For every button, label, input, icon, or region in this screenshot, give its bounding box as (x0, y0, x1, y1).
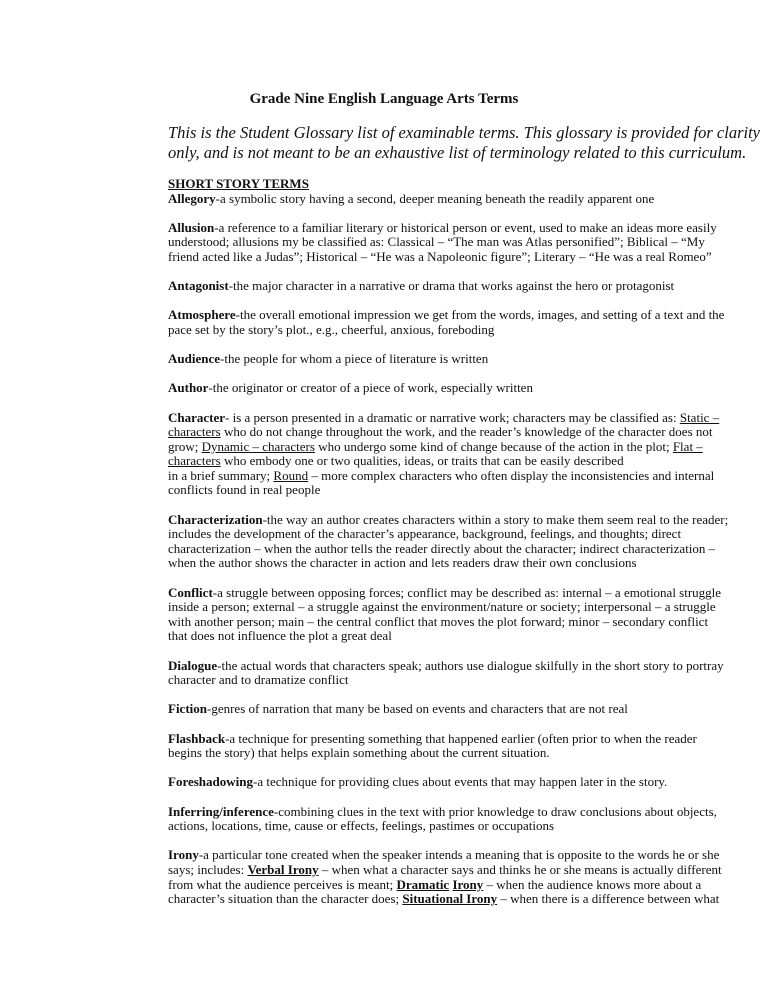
entry-line (168, 600, 748, 615)
entry-term: Dialogue (168, 657, 218, 673)
entry-text: who embody one or two qualities, ideas, or traits that can be easily described (220, 453, 624, 469)
entry-text: character’s situation than the character does; (168, 891, 403, 907)
entry-text: that does not influence the plot a great deal (168, 628, 392, 644)
emphasized-text: Dramatic (396, 876, 450, 892)
entry-text: in a brief summary; (168, 467, 274, 483)
entry-term: Irony (168, 847, 199, 863)
entry-text: – when there is a difference between what (497, 891, 720, 907)
entry-text: -a technique for presenting something that happened earlier (often prior to when the reader (225, 730, 697, 746)
glossary-entry (168, 221, 748, 265)
emphasized-text: Round (273, 467, 309, 483)
glossary-entry (168, 279, 748, 294)
entry-term: Flashback (168, 730, 226, 746)
entry-text: -a struggle between opposing forces; conflict may be described as: internal – a emotional struggle (212, 584, 722, 600)
entry-text: grow; (168, 438, 202, 454)
entry-line (168, 221, 748, 236)
entry-line (168, 483, 748, 498)
entry-text: includes the development of the character’s appearance, background, feelings, and thoughts; direct (168, 526, 682, 542)
entry-term: Author (168, 380, 209, 396)
entry-line (168, 308, 748, 323)
entry-line (168, 848, 748, 863)
entry-line (168, 440, 748, 455)
entry-line (168, 235, 748, 250)
entry-text: -a particular tone created when the speaker intends a meaning that is opposite to the words he or she (198, 847, 720, 863)
entry-text: character and to dramatize conflict (168, 672, 349, 688)
entry-line (168, 192, 748, 207)
entry-text: friend acted like a Judas”; Historical – “He was a Napoleonic figure”; Literary – “He was a real Romeo” (168, 248, 712, 264)
entry-line (168, 556, 748, 571)
glossary-entry (168, 411, 748, 499)
entry-line (168, 411, 748, 426)
emphasized-text: characters (168, 453, 221, 469)
entry-line (168, 513, 748, 528)
entry-term: Allegory (168, 190, 216, 206)
entry-line (168, 527, 748, 542)
entry-text: – when what a character says and thinks he or she means is actually different (318, 861, 722, 877)
entry-text: begins the story) that helps explain something about the current situation. (168, 745, 550, 761)
entry-text: conflicts found in real people (168, 482, 321, 498)
entry-line (168, 381, 748, 396)
entry-text: – when the audience knows more about a (483, 876, 702, 892)
entry-term: Conflict (168, 584, 213, 600)
entry-text: understood; allusions my be classified as: Classical – “The man was Atlas personified”; Biblical – “My (168, 234, 705, 250)
entry-text: pace set by the story’s plot., e.g., cheerful, anxious, foreboding (168, 321, 495, 337)
entry-text: inside a person; external – a struggle against the environment/nature or society; interpersonal – a struggle (168, 599, 716, 615)
entry-line (168, 702, 748, 717)
emphasized-text: Static – (679, 409, 720, 425)
entry-line (168, 673, 748, 688)
entry-text: actions, locations, time, cause or effects, feelings, pastimes or occupations (168, 818, 555, 834)
entry-text: when the author shows the character in action and lets readers draw their own conclusions (168, 555, 637, 571)
entry-line (168, 250, 748, 265)
entry-line (168, 469, 748, 484)
entry-term: Foreshadowing (168, 774, 253, 790)
glossary-entry (168, 775, 748, 790)
entry-term: Atmosphere (168, 307, 236, 323)
entry-text: -genres of narration that many be based on events and characters that are not real (207, 701, 628, 717)
glossary-entry (168, 702, 748, 717)
glossary-entry (168, 659, 748, 688)
document-title: Grade Nine English Language Arts Terms (249, 91, 519, 107)
entry-line (168, 775, 748, 790)
section-heading: SHORT STORY TERMS (168, 176, 309, 191)
entry-text: - is a person presented in a dramatic or narrative work; characters may be classified as: (225, 409, 680, 425)
emphasized-text: Situational Irony (402, 891, 498, 907)
document-subtitle (168, 123, 761, 163)
entry-line (168, 892, 748, 907)
glossary-entry (168, 308, 748, 337)
glossary-content (168, 177, 748, 921)
entry-text: -a reference to a familiar literary or historical person or event, used to make an ideas more easily (214, 219, 717, 235)
emphasized-text: Irony (452, 876, 484, 892)
entry-term: Allusion (168, 219, 215, 235)
entry-line (168, 863, 748, 878)
entry-text: characterization – when the author tells the reader directly about the character; indirect characterization – (168, 540, 716, 556)
glossary-entry (168, 848, 748, 906)
entry-line (168, 454, 748, 469)
emphasized-text: Verbal Irony (247, 861, 319, 877)
glossary-entry (168, 352, 748, 367)
entry-line (168, 425, 748, 440)
entry-term: Audience (168, 351, 220, 367)
emphasized-text: Flat – (672, 438, 703, 454)
glossary-entry (168, 732, 748, 761)
entry-term: Characterization (168, 511, 263, 527)
subtitle-line: This is the Student Glossary list of examinable terms. This glossary is provided for clarity (168, 123, 761, 142)
emphasized-text: Dynamic – characters (201, 438, 315, 454)
entry-text: -the overall emotional impression we get from the words, images, and setting of a text and the (235, 307, 725, 323)
entry-line (168, 542, 748, 557)
glossary-entry (168, 586, 748, 644)
emphasized-text: characters (168, 424, 221, 440)
entry-text: who do not change throughout the work, and the reader’s knowledge of the character does not (220, 424, 713, 440)
entry-line (168, 323, 748, 338)
entry-line (168, 659, 748, 674)
glossary-entry (168, 381, 748, 396)
entry-text: -the people for whom a piece of literature is written (220, 351, 489, 367)
entry-text: -a symbolic story having a second, deeper meaning beneath the readily apparent one (215, 190, 655, 206)
entry-line (168, 629, 748, 644)
entry-text: -the way an author creates characters within a story to make them seem real to the reader; (262, 511, 729, 527)
entry-line (168, 615, 748, 630)
glossary-entry (168, 513, 748, 571)
entry-term: Antagonist (168, 278, 229, 294)
entry-line (168, 279, 748, 294)
entry-line (168, 819, 748, 834)
entry-text: with another person; main – the central conflict that moves the plot forward; minor – secondary conflict (168, 613, 709, 629)
entry-text: who undergo some kind of change because of the action in the plot; (314, 438, 673, 454)
entry-text: from what the audience perceives is meant; (168, 876, 397, 892)
entry-line (168, 352, 748, 367)
glossary-entry (168, 805, 748, 834)
entry-line (168, 586, 748, 601)
glossary-entry (168, 192, 748, 207)
entry-text: -the originator or creator of a piece of work, especially written (208, 380, 533, 396)
entry-text: – more complex characters who often display the inconsistencies and internal (308, 467, 715, 483)
entry-text: -the actual words that characters speak; authors use dialogue skilfully in the short story to portray (217, 657, 724, 673)
entry-text: -combining clues in the text with prior knowledge to draw conclusions about objects, (273, 803, 717, 819)
entry-line (168, 805, 748, 820)
entry-term: Fiction (168, 701, 207, 717)
entry-text: -a technique for providing clues about events that may happen later in the story. (253, 774, 668, 790)
entry-line (168, 732, 748, 747)
entry-line (168, 878, 748, 893)
entry-line (168, 746, 748, 761)
entry-term: Inferring/inference (168, 803, 274, 819)
subtitle-line: only, and is not meant to be an exhaustive list of terminology related to this curriculum. (168, 143, 747, 162)
entry-text: -the major character in a narrative or drama that works against the hero or protagonist (228, 278, 675, 294)
entry-text: says; includes: (168, 861, 248, 877)
entry-term: Character (168, 409, 226, 425)
